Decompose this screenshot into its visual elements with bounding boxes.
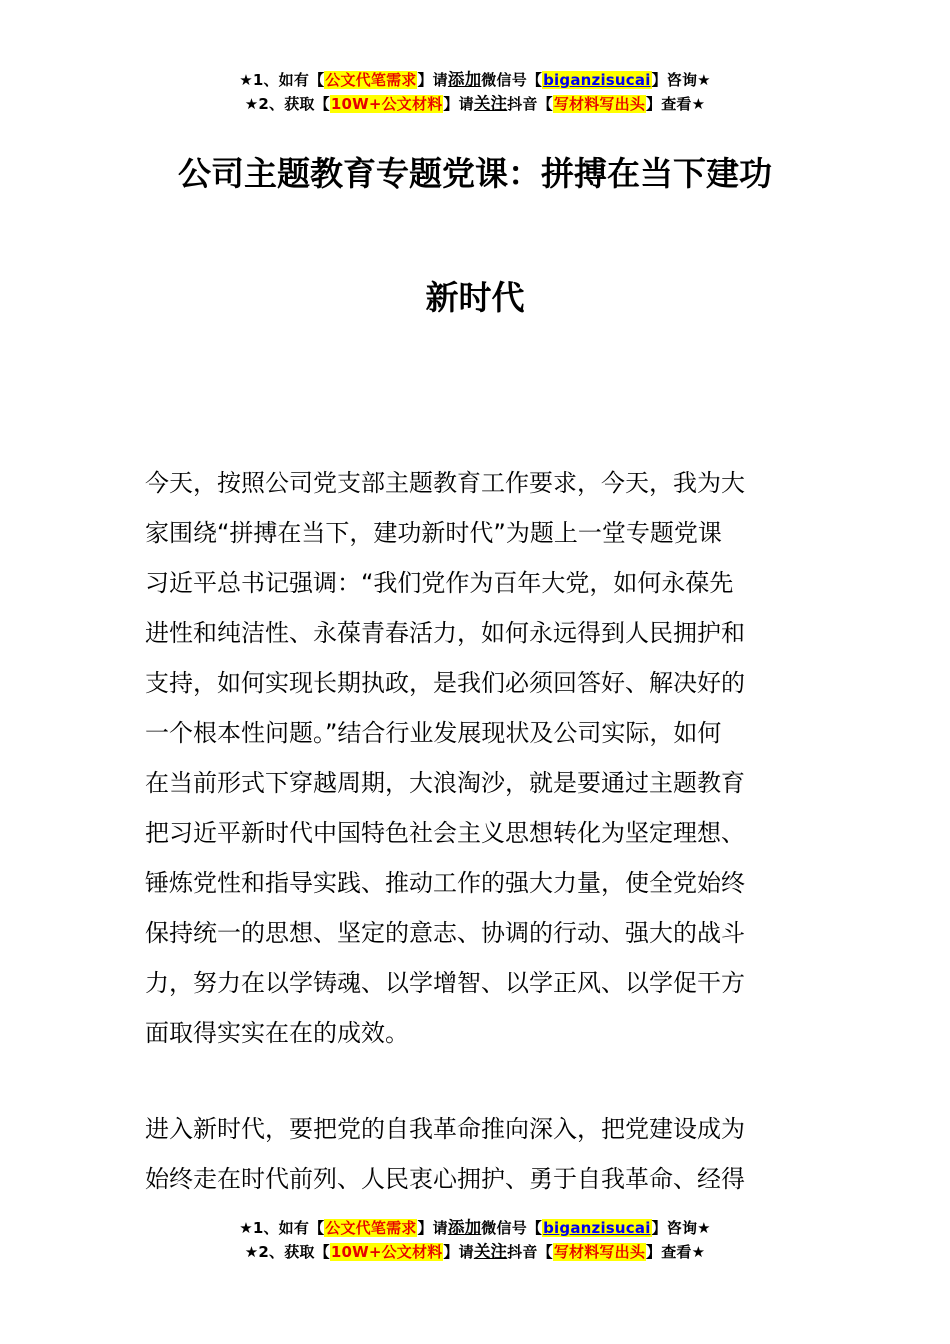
header-line-1-prefix: ★1、如有【 bbox=[239, 71, 325, 89]
body-paragraph-1 bbox=[145, 458, 810, 1058]
header-add-emphasis: 添加 bbox=[447, 70, 482, 89]
header-line-1-mid: 】请 bbox=[417, 71, 448, 89]
header-follow-emphasis: 关注 bbox=[473, 94, 508, 113]
footer-line-1-mid: 】请 bbox=[417, 1219, 448, 1237]
header-douyin-highlight: 写材料写出头 bbox=[553, 95, 646, 113]
paragraph-line: 家围绕“拼搏在当下，建功新时代”为题上一堂专题党课 bbox=[145, 519, 722, 547]
paragraph-line: 力，努力在以学铸魂、以学增智、以学正风、以学促干方 bbox=[145, 969, 745, 997]
footer-line-1-mid2: 微信号【 bbox=[481, 1219, 543, 1237]
paragraph-line: 一个根本性问题。”结合行业发展现状及公司实际，如何 bbox=[145, 719, 722, 747]
footer-line-1-prefix: ★1、如有【 bbox=[239, 1219, 325, 1237]
footer-wechat-id-link[interactable]: biganzisucai bbox=[543, 1219, 651, 1237]
footer-line-2-suffix: 】查看★ bbox=[646, 1243, 706, 1261]
paragraph-line: 进性和纯洁性、永葆青春活力，如何永远得到人民拥护和 bbox=[145, 619, 745, 647]
paragraph-line: 锤炼党性和指导实践、推动工作的强大力量，使全党始终 bbox=[145, 869, 745, 897]
header-service-highlight: 公文代笔需求 bbox=[325, 71, 417, 89]
paragraph-line: 在当前形式下穿越周期，大浪淘沙，就是要通过主题教育 bbox=[145, 769, 745, 797]
paragraph-line: 习近平总书记强调：“我们党作为百年大党，如何永葆先 bbox=[145, 569, 734, 597]
header-line-2-mid: 】请 bbox=[443, 95, 474, 113]
header-line-2-prefix: ★2、获取【 bbox=[244, 95, 330, 113]
document-title-line-2: 新时代 bbox=[425, 278, 525, 317]
paragraph-line: 支持，如何实现长期执政，是我们必须回答好、解决好的 bbox=[145, 669, 745, 697]
footer-line-2-prefix: ★2、获取【 bbox=[244, 1243, 330, 1261]
header-line-2 bbox=[0, 92, 950, 116]
paragraph-line: 始终走在时代前列、人民衷心拥护、勇于自我革命、经得 bbox=[145, 1165, 745, 1193]
footer-douyin-highlight: 写材料写出头 bbox=[553, 1243, 646, 1261]
footer-materials-highlight: 10W+公文材料 bbox=[330, 1243, 443, 1261]
header-line-1 bbox=[0, 68, 950, 92]
footer-line-2-mid: 】请 bbox=[443, 1243, 474, 1261]
header-line-1-suffix: 】咨询★ bbox=[651, 71, 711, 89]
footer-line-1 bbox=[0, 1216, 950, 1240]
footer-follow-emphasis: 关注 bbox=[473, 1242, 508, 1261]
footer-add-emphasis: 添加 bbox=[447, 1218, 482, 1237]
paragraph-line: 今天，按照公司党支部主题教育工作要求，今天，我为大 bbox=[145, 469, 745, 497]
header-wechat-id-link[interactable]: biganzisucai bbox=[543, 71, 651, 89]
header-line-1-mid2: 微信号【 bbox=[481, 71, 543, 89]
paragraph-line: 进入新时代，要把党的自我革命推向深入，把党建设成为 bbox=[145, 1115, 745, 1143]
footer-service-highlight: 公文代笔需求 bbox=[325, 1219, 417, 1237]
footer-line-1-suffix: 】咨询★ bbox=[651, 1219, 711, 1237]
paragraph-line: 面取得实实在在的成效。 bbox=[145, 1019, 409, 1047]
header-banner bbox=[0, 68, 950, 116]
body-paragraph-2 bbox=[145, 1104, 810, 1204]
paragraph-line: 保持统一的思想、坚定的意志、协调的行动、强大的战斗 bbox=[145, 919, 745, 947]
footer-line-2-mid2: 抖音【 bbox=[507, 1243, 553, 1261]
header-materials-highlight: 10W+公文材料 bbox=[330, 95, 443, 113]
footer-banner bbox=[0, 1216, 950, 1264]
paragraph-line: 把习近平新时代中国特色社会主义思想转化为坚定理想、 bbox=[145, 819, 745, 847]
document-title-line-1: 公司主题教育专题党课：拼搏在当下建功 bbox=[178, 154, 772, 193]
header-line-2-mid2: 抖音【 bbox=[507, 95, 553, 113]
footer-line-2 bbox=[0, 1240, 950, 1264]
header-line-2-suffix: 】查看★ bbox=[646, 95, 706, 113]
